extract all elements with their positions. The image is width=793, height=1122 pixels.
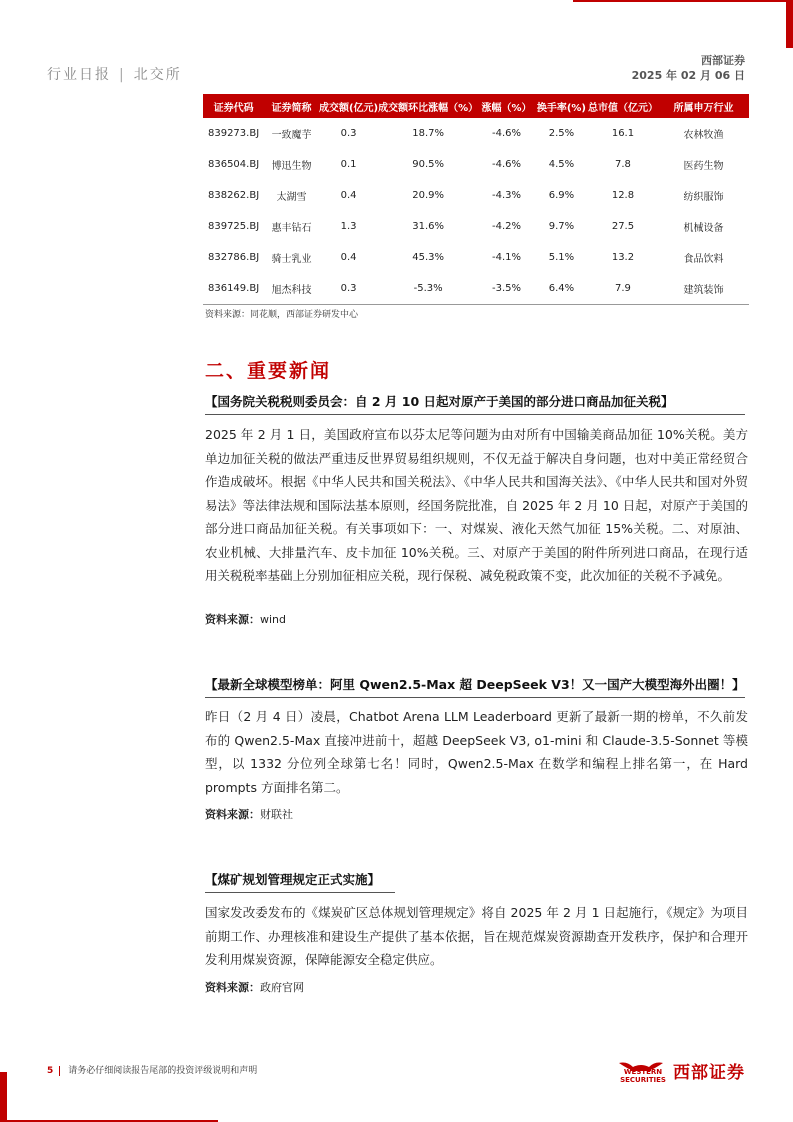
col-header: 所属申万行业 (658, 94, 749, 118)
table-cell: 机械设备 (683, 223, 724, 234)
source-value: 财联社 (260, 808, 293, 821)
news-headline: 【最新全球模型榜单：阿里 Qwen2.5-Max 超 DeepSeek V3！又一国产大模型海外出圈！】 (205, 675, 745, 698)
company-name: 西部证券 (701, 54, 745, 67)
news-headline: 【煤矿规划管理规定正式实施】 (205, 870, 395, 893)
table-cell: 0.4 (340, 252, 357, 263)
table-cell: 18.7% (412, 128, 445, 139)
source-label: 资料来源： (205, 613, 260, 626)
table-row (203, 149, 749, 180)
table-cell: -5.3% (378, 273, 478, 305)
table-cell: 836149.BJ (203, 273, 264, 305)
table-cell: 旭杰科技 (264, 273, 319, 305)
table-cell: 31.6% (412, 221, 445, 232)
table-cell: 7.8 (615, 159, 631, 170)
category-label: 行业日报 (47, 67, 111, 83)
disclaimer-text: 请务必仔细阅读报告尾部的投资评级说明和声明 (68, 1066, 258, 1076)
table-row (203, 273, 749, 305)
table-cell: 食品饮料 (683, 254, 724, 265)
table-cell: 农林牧渔 (683, 130, 724, 141)
stock-table (203, 94, 749, 305)
table-cell: 太湖雪 (276, 192, 307, 203)
table-cell: 一致魔芋 (271, 130, 312, 141)
table-cell: 13.2 (611, 252, 635, 263)
table-cell: 45.3% (412, 252, 445, 263)
table-cell: -4.2% (492, 221, 522, 232)
news-headline: 【国务院关税税则委员会：自 2 月 10 日起对原产于美国的部分进口商品加征关税】 (205, 392, 745, 415)
category-separator: | (119, 67, 126, 83)
report-date: 2025 年 02 月 06 日 (631, 69, 745, 82)
logo-chinese: 西部证券 (673, 1062, 745, 1083)
table-cell: 20.9% (412, 190, 445, 201)
logo-english: WESTERN SECURITIES (620, 1068, 666, 1084)
table-row (203, 180, 749, 211)
table-cell: -4.6% (492, 128, 522, 139)
news-body: 2025 年 2 月 1 日，美国政府宣布以芬太尼等问题为由对所有中国输美商品加征 10%关税。美方单边加征关税的做法严重违反世界贸易组织规则，不仅无益于解决自身问题，也对中美正常经贸合作造成破坏。根据《中华人民共和国关税法》、《中华人民共和国海关法》、《中华人民共和国对外贸易法》等法律法规和国际法基本原则，经国务院批准，自 2025 年 2 月 10 日起，对原产于美国的部分进口商品加征关税。有关事项如下：一、对煤炭、液化天然气加征 15%关税。二、对原油、农业机械、大排量汽车、皮卡加征 10%关税。三、对原产于美国的附件所列进口商品，在现行适用关税税率基础上分别加征相应关税，现行保税、减免税政策不变，此次加征的关税不予减免。 (205, 427, 748, 583)
company-logo (617, 1056, 745, 1084)
col-header: 换手率(%) (535, 94, 588, 118)
table-row (203, 211, 749, 242)
table-cell: 9.7% (548, 221, 575, 232)
table-cell: 5.1% (548, 252, 575, 263)
table-row (203, 118, 749, 149)
col-header: 成交额环比涨幅（%） (378, 94, 478, 118)
news-source (205, 979, 304, 995)
table-cell: 16.1 (611, 128, 635, 139)
table-cell: 惠丰钻石 (271, 223, 312, 234)
table-cell: -4.6% (492, 159, 522, 170)
table-header-row (203, 94, 749, 118)
table-cell: 骑士乳业 (271, 254, 312, 265)
table-source: 资料来源：同花顺，西部证券研发中心 (205, 310, 359, 320)
source-label: 资料来源： (205, 808, 260, 821)
source-value: 政府官网 (260, 981, 304, 994)
table-cell: -3.5% (478, 273, 535, 305)
report-category (47, 64, 182, 84)
table-cell: 纺织服饰 (683, 192, 724, 203)
table-cell: 12.8 (611, 190, 635, 201)
col-header: 成交额(亿元) (319, 94, 378, 118)
subcategory-label: 北交所 (133, 67, 182, 83)
source-value: wind (260, 613, 287, 626)
table-cell: 0.3 (319, 273, 378, 305)
table-cell: 建筑装饰 (658, 273, 749, 305)
table-cell: 90.5% (412, 159, 445, 170)
table-cell: 6.9% (548, 190, 575, 201)
table-cell: -4.1% (492, 252, 522, 263)
news-body: 国家发改委发布的《煤炭矿区总体规划管理规定》将自 2025 年 2 月 1 日起施行，《规定》为项目前期工作、办理核准和建设生产提供了基本依据，旨在规范煤炭资源勘查开发秩序，保护和合理开发利用煤炭资源，保障能源安全稳定供应。 (205, 905, 748, 967)
col-header: 证券代码 (203, 94, 264, 118)
corner-accent-bottom (0, 1072, 7, 1122)
table-cell: 医药生物 (683, 161, 724, 172)
source-label: 资料来源： (205, 981, 260, 994)
col-header: 证券简称 (264, 94, 319, 118)
table-cell: 836504.BJ (207, 159, 260, 170)
table-cell: 博迅生物 (271, 161, 312, 172)
table-cell: 7.9 (588, 273, 658, 305)
table-cell: 0.3 (340, 128, 357, 139)
table-cell: 1.3 (340, 221, 357, 232)
page-number: 5 (47, 1066, 54, 1076)
table-cell: 839273.BJ (207, 128, 260, 139)
col-header: 总市值（亿元） (588, 94, 658, 118)
table-row (203, 242, 749, 273)
table-cell: 6.4% (535, 273, 588, 305)
table-cell: 2.5% (548, 128, 575, 139)
table-cell: 4.5% (548, 159, 575, 170)
table-cell: 839725.BJ (207, 221, 260, 232)
news-body: 昨日（2 月 4 日）凌晨，Chatbot Arena LLM Leaderboard 更新了最新一期的榜单，不久前发布的 Qwen2.5-Max 直接冲进前十，超越 DeepSeek V3, o1-mini 和 Claude-3.5-Sonnet 等模型，以 1332 分位列全球第七名！同时，Qwen2.5-Max 在数学和编程上排名第一，在 Hard prompts 方面排名第二。 (205, 709, 748, 795)
report-meta (632, 53, 745, 83)
footer-notice (47, 1063, 257, 1076)
table-cell: 832786.BJ (207, 252, 260, 263)
table-cell: 838262.BJ (207, 190, 260, 201)
table-cell: 0.1 (340, 159, 357, 170)
table-cell: 27.5 (611, 221, 635, 232)
table-cell: 0.4 (340, 190, 357, 201)
footer-divider (59, 1066, 60, 1076)
section-title: 二、重要新闻 (205, 360, 332, 382)
top-rule (573, 0, 786, 2)
news-source (205, 806, 293, 822)
news-source (205, 611, 286, 627)
col-header: 涨幅（%） (478, 94, 535, 118)
corner-accent-top (786, 0, 793, 48)
table-cell: -4.3% (492, 190, 522, 201)
